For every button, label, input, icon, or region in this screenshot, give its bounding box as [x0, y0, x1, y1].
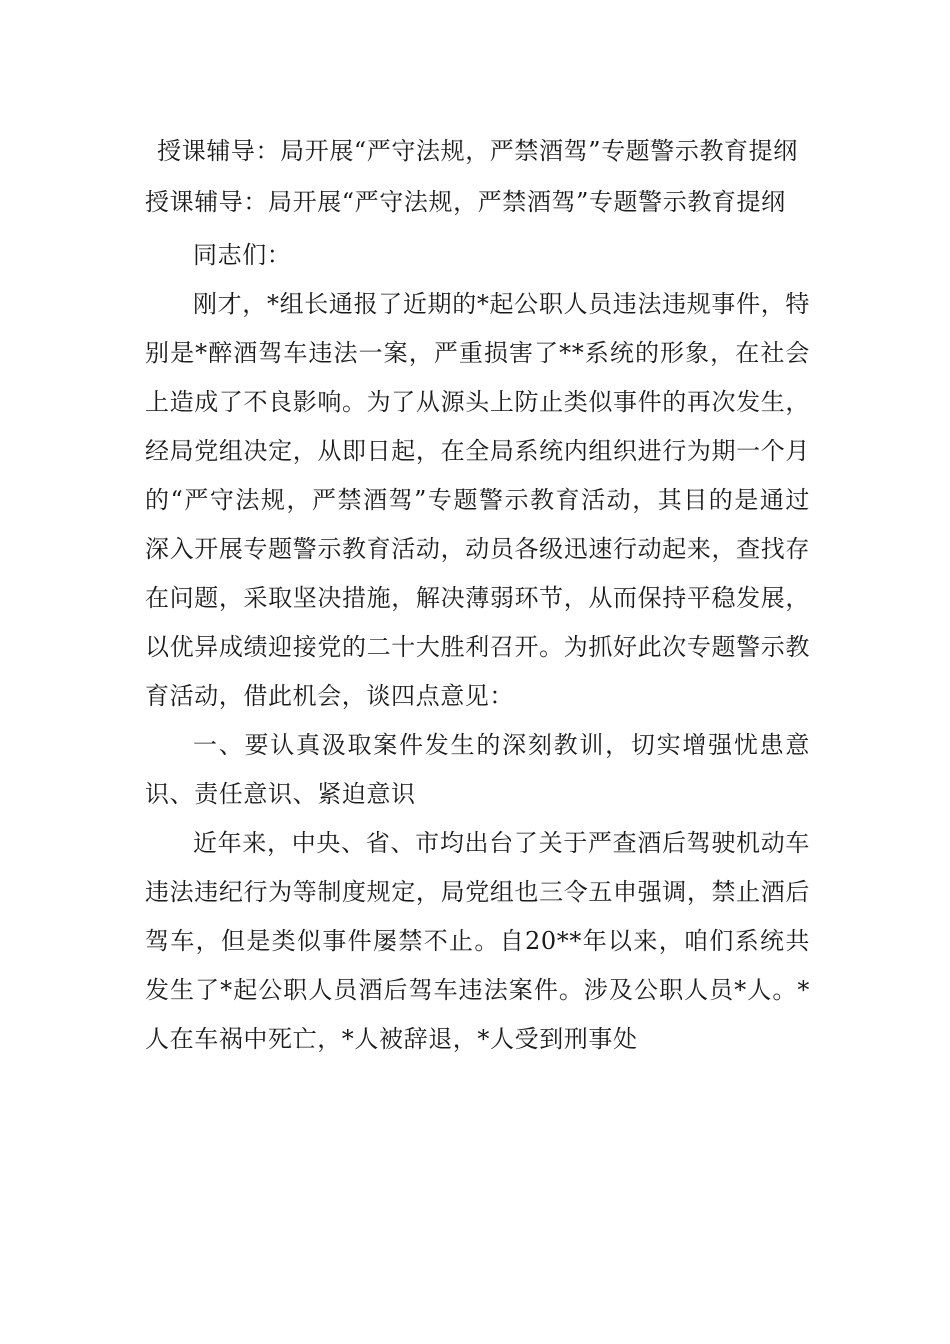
- section-heading-1: 一、要认真汲取案件发生的深刻教训，切实增强忧患意识、责任意识、紧迫意识: [145, 731, 810, 808]
- document-body: [145, 127, 810, 1064]
- salutation: 同志们：: [193, 241, 292, 269]
- document-title: 授课辅导：局开展“严守法规，严禁酒驾”专题警示教育提纲: [157, 137, 798, 165]
- document-subtitle: 授课辅导：局开展“严守法规，严禁酒驾”专题警示教育提纲: [145, 188, 786, 216]
- paragraph-section-1: 近年来，中央、省、市均出台了关于严查酒后驾驶机动车违法违纪行为等制度规定，局党组也三令五申强调，禁止酒后驾车，但是类似事件屡禁不止。自20**年以来，咱们系统共发生了*起公职人员酒后驾车违法案件。涉及公职人员*人。*人在车祸中死亡，*人被辞退，*人受到刑事处: [145, 829, 810, 1053]
- paragraph-intro: 刚才，*组长通报了近期的*起公职人员违法违规事件，特别是*醉酒驾车违法一案，严重损害了**系统的形象，在社会上造成了不良影响。为了从源头上防止类似事件的再次发生，经局党组决定，从即日起，在全局系统内组织进行为期一个月的“严守法规，严禁酒驾”专题警示教育活动，其目的是通过深入开展专题警示教育活动，动员各级迅速行动起来，查找存在问题，采取坚决措施，解决薄弱环节，从而保持平稳发展，以优异成绩迎接党的二十大胜利召开。为抓好此次专题警示教育活动，借此机会，谈四点意见：: [145, 290, 810, 710]
